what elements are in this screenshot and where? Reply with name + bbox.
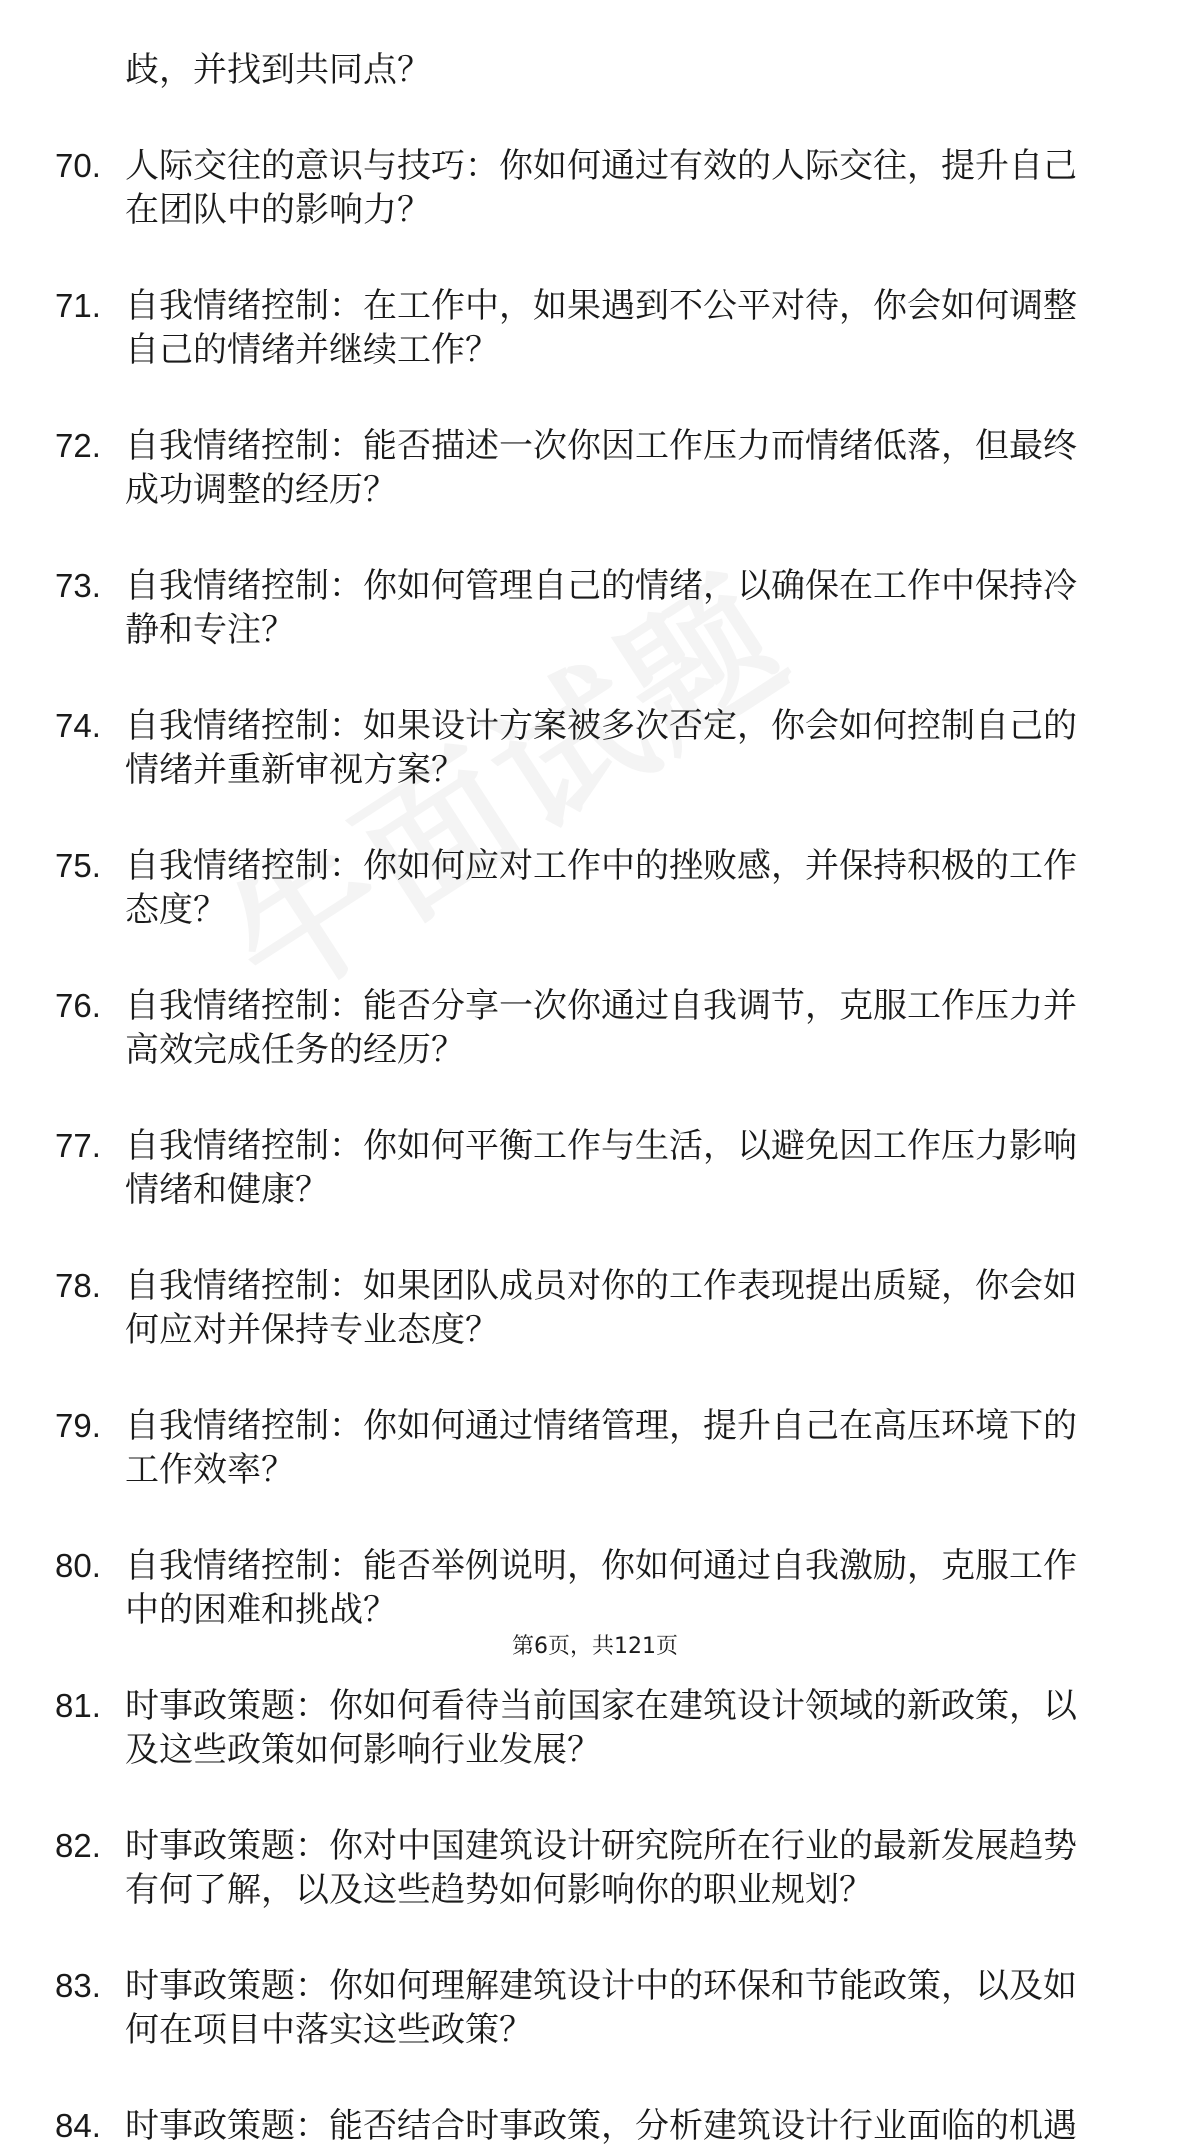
question-text-line: 自我情绪控制：如果设计方案被多次否定，你会如何控制自己的: [125, 706, 1077, 746]
question-text-line: 工作效率？: [125, 1450, 295, 1490]
question-number: 75.: [55, 847, 101, 884]
question-text-line: 情绪和健康？: [125, 1170, 329, 1210]
question-text-line: 时事政策题：能否结合时事政策，分析建筑设计行业面临的机遇: [125, 2106, 1077, 2146]
question-text-line: 自我情绪控制：你如何平衡工作与生活，以避免因工作压力影响: [125, 1126, 1077, 1166]
question-number: 71.: [55, 287, 101, 324]
question-text-line: 自己的情绪并继续工作？: [125, 330, 499, 370]
question-text-line: 歧，并找到共同点？: [125, 50, 431, 90]
question-text-line: 自我情绪控制：你如何通过情绪管理，提升自己在高压环境下的: [125, 1406, 1077, 1446]
question-text-line: 中的困难和挑战？: [125, 1590, 397, 1630]
question-number: 83.: [55, 1967, 101, 2004]
question-text-line: 何应对并保持专业态度？: [125, 1310, 499, 1350]
question-text-line: 时事政策题：你如何理解建筑设计中的环保和节能政策，以及如: [125, 1966, 1077, 2006]
question-text-line: 情绪并重新审视方案？: [125, 750, 465, 790]
question-text-line: 自我情绪控制：能否描述一次你因工作压力而情绪低落，但最终: [125, 426, 1077, 466]
question-text-line: 自我情绪控制：你如何应对工作中的挫败感，并保持积极的工作: [125, 846, 1077, 886]
question-number: 70.: [55, 147, 101, 184]
question-number: 74.: [55, 707, 101, 744]
question-number: 81.: [55, 1687, 101, 1724]
question-text-line: 及这些政策如何影响行业发展？: [125, 1730, 601, 1770]
question-text-line: 态度？: [125, 890, 227, 930]
question-text-line: 何在项目中落实这些政策？: [125, 2010, 533, 2050]
question-number: 77.: [55, 1127, 101, 1164]
question-number: 82.: [55, 1827, 101, 1864]
question-text-line: 高效完成任务的经历？: [125, 1030, 465, 1070]
question-text-line: 自我情绪控制：如果团队成员对你的工作表现提出质疑，你会如: [125, 1266, 1077, 1306]
question-text-line: 自我情绪控制：能否举例说明，你如何通过自我激励，克服工作: [125, 1546, 1077, 1586]
question-text-line: 有何了解，以及这些趋势如何影响你的职业规划？: [125, 1870, 873, 1910]
question-number: 76.: [55, 987, 101, 1024]
question-number: 80.: [55, 1547, 101, 1584]
question-number: 78.: [55, 1267, 101, 1304]
question-text-line: 自我情绪控制：能否分享一次你通过自我调节，克服工作压力并: [125, 986, 1077, 1026]
question-text-line: 自我情绪控制：你如何管理自己的情绪，以确保在工作中保持冷: [125, 566, 1077, 606]
question-number: 72.: [55, 427, 101, 464]
question-text-line: 人际交往的意识与技巧：你如何通过有效的人际交往，提升自己: [125, 146, 1077, 186]
question-number: 73.: [55, 567, 101, 604]
question-text-line: 时事政策题：你对中国建筑设计研究院所在行业的最新发展趋势: [125, 1826, 1077, 1866]
question-number: 79.: [55, 1407, 101, 1444]
question-text-line: 时事政策题：你如何看待当前国家在建筑设计领域的新政策，以: [125, 1686, 1077, 1726]
question-text-line: 在团队中的影响力？: [125, 190, 431, 230]
question-text-line: 成功调整的经历？: [125, 470, 397, 510]
page-footer: 第6页，共121页: [512, 1634, 678, 1659]
question-text-line: 自我情绪控制：在工作中，如果遇到不公平对待，你会如何调整: [125, 286, 1077, 326]
question-number: 84.: [55, 2107, 101, 2144]
question-text-line: 静和专注？: [125, 610, 295, 650]
